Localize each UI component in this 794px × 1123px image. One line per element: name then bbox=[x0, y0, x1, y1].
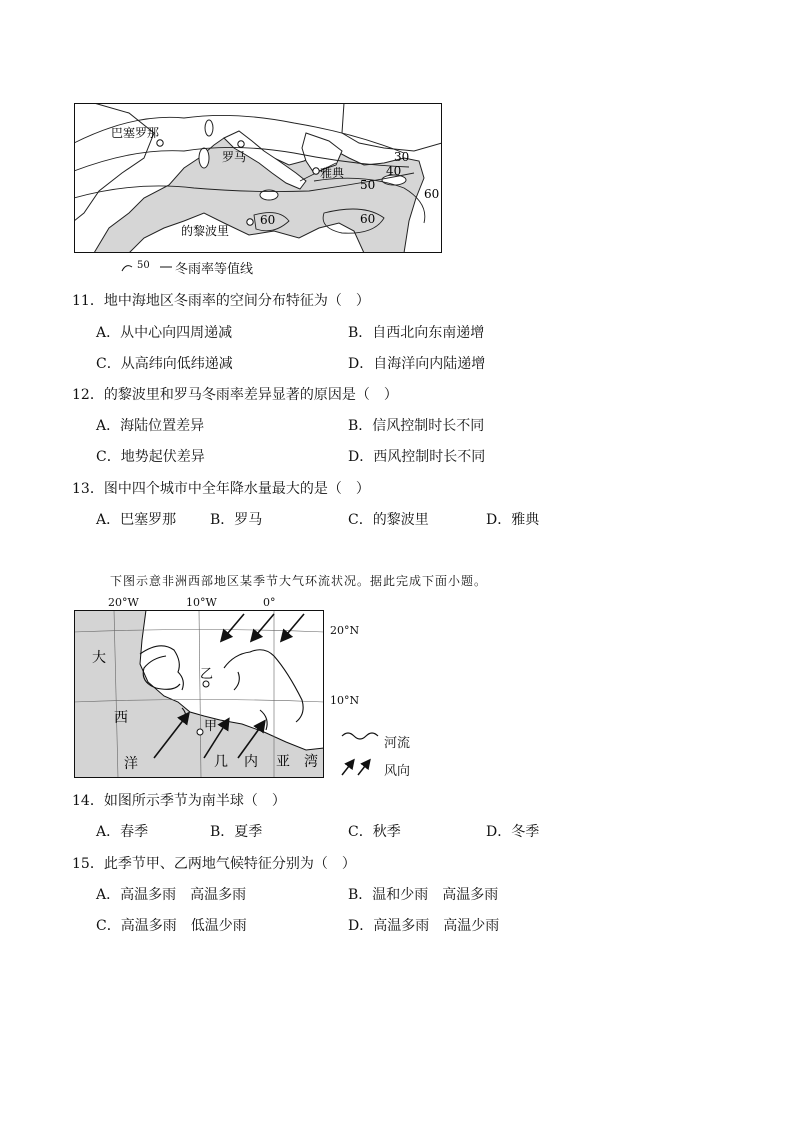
option-15-b[interactable]: B．温和少雨 高温多雨 bbox=[348, 887, 499, 903]
gulf-label: 内 bbox=[244, 754, 258, 770]
isoline-label: 60 bbox=[360, 212, 376, 226]
isoline-legend-text: 冬雨率等值线 bbox=[175, 262, 254, 277]
lat-label-20n: 20°N bbox=[330, 624, 360, 637]
option-11-b[interactable]: B．自西北向东南递增 bbox=[348, 325, 485, 341]
city-rome: 罗马 bbox=[222, 150, 247, 164]
isoline-label: 30 bbox=[394, 150, 410, 164]
lon-label-0: 0° bbox=[263, 596, 276, 609]
question-11-stem: 11．地中海地区冬雨率的空间分布特征为（ ） bbox=[72, 293, 370, 309]
option-13-c[interactable]: C．的黎波里 bbox=[348, 512, 429, 528]
mediterranean-map bbox=[74, 103, 442, 253]
question-12-stem: 12．的黎波里和罗马冬雨率差异显著的原因是（ ） bbox=[72, 387, 398, 403]
option-13-b[interactable]: B．罗马 bbox=[210, 512, 263, 528]
option-14-c[interactable]: C．秋季 bbox=[348, 824, 401, 840]
point-yi-label: 乙 bbox=[200, 667, 214, 682]
option-15-a[interactable]: A．高温多雨 高温多雨 bbox=[96, 887, 247, 903]
ocean-label: 西 bbox=[114, 710, 128, 726]
option-12-d[interactable]: D．西风控制时长不同 bbox=[348, 449, 486, 465]
question-13-stem: 13．图中四个城市中全年降水量最大的是（ ） bbox=[72, 481, 370, 497]
isoline-legend-value: 50 bbox=[137, 260, 150, 271]
option-15-c[interactable]: C．高温多雨 低温少雨 bbox=[96, 918, 247, 934]
lon-label-20w: 20°W bbox=[108, 596, 139, 609]
section-intro: 下图示意非洲西部地区某季节大气环流状况。据此完成下面小题。 bbox=[110, 574, 488, 588]
isoline-label: 50 bbox=[360, 178, 376, 192]
lat-label-10n: 10°N bbox=[330, 694, 360, 707]
city-tripoli: 的黎波里 bbox=[181, 224, 230, 238]
option-14-b[interactable]: B．夏季 bbox=[210, 824, 263, 840]
river-legend-label: 河流 bbox=[384, 736, 411, 751]
question-15-stem: 15．此季节甲、乙两地气候特征分别为（ ） bbox=[72, 856, 356, 872]
wind-legend-icon bbox=[338, 756, 378, 778]
option-12-a[interactable]: A．海陆位置差异 bbox=[96, 418, 205, 434]
option-12-c[interactable]: C．地势起伏差异 bbox=[96, 449, 205, 465]
option-11-d[interactable]: D．自海洋向内陆递增 bbox=[348, 356, 486, 372]
gulf-label: 几 bbox=[214, 754, 228, 770]
option-13-a[interactable]: A．巴塞罗那 bbox=[96, 512, 177, 528]
wind-legend-label: 风向 bbox=[384, 764, 411, 779]
option-13-d[interactable]: D．雅典 bbox=[486, 512, 540, 528]
city-barcelona: 巴塞罗那 bbox=[111, 126, 160, 140]
gulf-label: 亚 bbox=[276, 754, 290, 770]
option-12-b[interactable]: B．信风控制时长不同 bbox=[348, 418, 485, 434]
gulf-label: 湾 bbox=[304, 754, 318, 770]
question-14-stem: 14．如图所示季节为南半球（ ） bbox=[72, 793, 286, 809]
isoline-label: 60 bbox=[260, 213, 276, 227]
west-africa-map bbox=[74, 610, 324, 778]
isoline-label: 40 bbox=[386, 164, 402, 178]
option-11-a[interactable]: A．从中心向四周递减 bbox=[96, 325, 233, 341]
point-jia-label: 甲 bbox=[204, 719, 218, 734]
city-athens: 雅典 bbox=[320, 166, 345, 180]
ocean-label: 洋 bbox=[124, 756, 138, 772]
option-11-c[interactable]: C．从高纬向低纬递减 bbox=[96, 356, 233, 372]
option-14-d[interactable]: D．冬季 bbox=[486, 824, 540, 840]
option-15-d[interactable]: D．高温多雨 高温少雨 bbox=[348, 918, 500, 934]
option-14-a[interactable]: A．春季 bbox=[96, 824, 149, 840]
ocean-label: 大 bbox=[92, 650, 106, 666]
river-legend-icon bbox=[340, 728, 380, 744]
lon-label-10w: 10°W bbox=[186, 596, 217, 609]
isoline-label: 60 bbox=[424, 187, 440, 201]
